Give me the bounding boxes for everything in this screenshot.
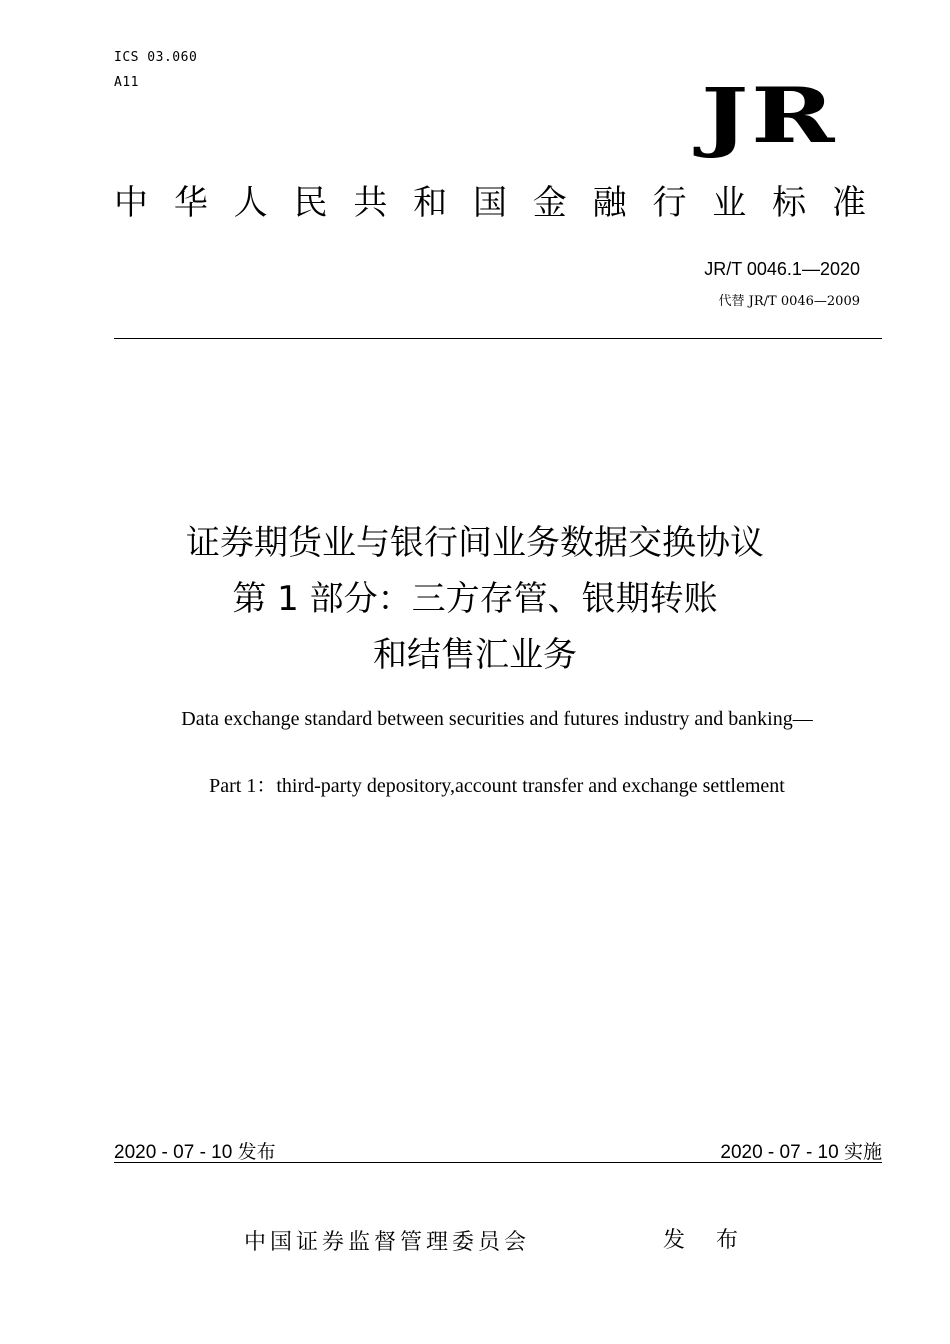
replaces-note: 代替 JR/T 0046—2009 (718, 294, 860, 309)
standard-type (114, 183, 866, 223)
standard-type-char: 行 (652, 183, 687, 223)
standard-type-char: 中 (114, 183, 148, 223)
title-cn-line-3: 和结售汇业务 (373, 635, 577, 675)
standard-type-char: 国 (472, 183, 507, 223)
effective-date-value: 2020 - 07 - 10 (720, 1142, 839, 1163)
standard-type-char: 标 (772, 183, 807, 223)
title-en-line-1: Data exchange standard between securities and futures industry and banking— (181, 708, 813, 730)
publish-date (114, 1137, 276, 1164)
issue-word: 发 布 (663, 1228, 750, 1253)
standard-type-char: 业 (712, 183, 747, 223)
standard-type-char: 共 (353, 183, 388, 223)
jr-logo: JR (700, 71, 837, 160)
classification-code: A11 (114, 75, 139, 90)
ics-code: ICS 03.060 (114, 50, 198, 65)
issuer: 中国证券监督管理委员会 (244, 1230, 531, 1255)
standard-type-char: 民 (293, 183, 328, 223)
publish-date-value: 2020 - 07 - 10 (114, 1142, 233, 1163)
title-en-line-2: Part 1：third-party depository,account transfer and exchange settlement (209, 775, 785, 797)
effective-date (720, 1137, 882, 1164)
bottom-divider (114, 1162, 882, 1163)
standard-type-char: 和 (413, 183, 448, 223)
standard-type-char: 准 (831, 183, 866, 223)
title-cn-line-2: 第 1 部分：三方存管、银期转账 (232, 579, 718, 619)
standard-type-char: 融 (592, 183, 627, 223)
title-chinese (0, 515, 950, 683)
standard-type-char: 金 (532, 183, 567, 223)
effective-label: 实施 (843, 1141, 882, 1163)
publish-label: 发布 (237, 1141, 276, 1163)
standard-type-char: 人 (233, 183, 268, 223)
standard-type-char: 华 (173, 183, 208, 223)
title-cn-line-1: 证券期货业与银行间业务数据交换协议 (186, 523, 764, 563)
top-divider (114, 338, 882, 339)
standard-number: JR/T 0046.1—2020 (704, 259, 860, 279)
